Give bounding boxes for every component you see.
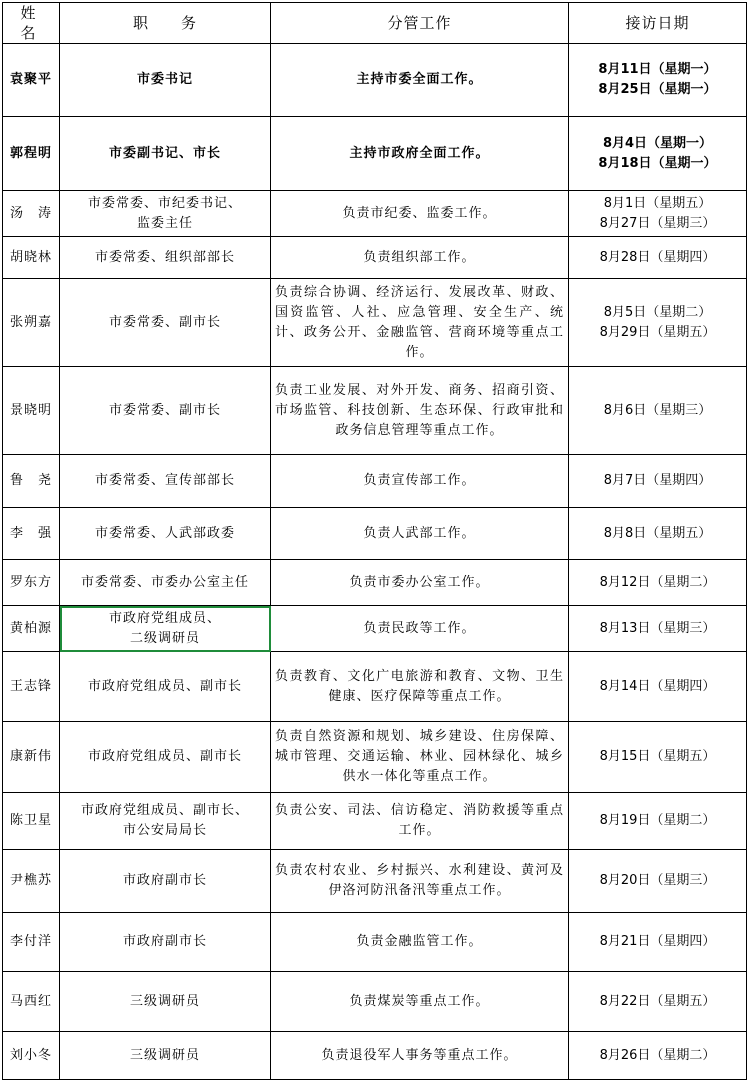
cell-name[interactable]: 黄柏源 <box>3 606 60 652</box>
table-row <box>3 972 747 1032</box>
cell-position[interactable] <box>60 367 271 455</box>
position-line: 监委主任 <box>136 215 193 231</box>
cell-name[interactable]: 罗东方 <box>3 560 60 606</box>
cell-date[interactable] <box>569 793 747 850</box>
cell-name[interactable]: 李付洋 <box>3 913 60 972</box>
table-row <box>3 279 747 367</box>
position-line: 市委常委、市委办公室主任 <box>80 574 249 590</box>
date-line: 8月21日（星期四） <box>599 934 716 949</box>
date-line: 8月15日（星期五） <box>599 749 716 764</box>
cell-date[interactable] <box>569 913 747 972</box>
position-line: 市委常委、副市长 <box>108 402 221 418</box>
cell-name[interactable]: 胡晓林 <box>3 237 60 279</box>
cell-position[interactable] <box>60 652 271 722</box>
table-row <box>3 793 747 850</box>
cell-position[interactable] <box>60 972 271 1032</box>
table-row <box>3 560 747 606</box>
table-row <box>3 367 747 455</box>
cell-duties[interactable]: 负责宣传部工作。 <box>271 455 569 508</box>
cell-duties[interactable]: 负责市委办公室工作。 <box>271 560 569 606</box>
cell-date[interactable] <box>569 455 747 508</box>
position-line: 市委常委、宣传部部长 <box>94 473 235 488</box>
position-line: 市政府副市长 <box>122 873 207 888</box>
cell-name[interactable]: 刘小冬 <box>3 1032 60 1080</box>
cell-date[interactable] <box>569 972 747 1032</box>
cell-date[interactable] <box>569 279 747 367</box>
date-line: 8月29日（星期五） <box>599 324 716 340</box>
cell-date[interactable] <box>569 508 747 560</box>
position-line: 市委书记 <box>136 72 193 87</box>
cell-duties[interactable]: 负责组织部工作。 <box>271 237 569 279</box>
cell-position[interactable] <box>60 606 271 652</box>
position-line: 市委常委、副市长 <box>108 314 221 330</box>
cell-name[interactable]: 陈卫星 <box>3 793 60 850</box>
date-line: 8月28日（星期四） <box>599 249 716 265</box>
cell-name[interactable]: 景晓明 <box>3 367 60 455</box>
header-duties[interactable]: 分管工作 <box>271 3 569 44</box>
date-line: 8月5日（星期二） <box>603 304 712 320</box>
cell-date[interactable] <box>569 722 747 793</box>
cell-duties[interactable]: 负责民政等工作。 <box>271 606 569 652</box>
cell-name[interactable]: 汤 涛 <box>3 191 60 237</box>
cell-duties[interactable]: 负责工业发展、对外开发、商务、招商引资、市场监管、科技创新、生态环保、行政审批和政务信息管理等重点工作。 <box>271 367 569 455</box>
position-line: 市政府党组成员、 <box>108 610 221 626</box>
date-line: 8月8日（星期五） <box>603 525 712 541</box>
table-row <box>3 606 747 652</box>
cell-duties[interactable]: 主持市委全面工作。 <box>271 44 569 117</box>
date-line: 8月6日（星期三） <box>603 402 712 418</box>
cell-name[interactable]: 鲁 尧 <box>3 455 60 508</box>
date-line: 8月20日（星期三） <box>599 873 716 888</box>
cell-position[interactable] <box>60 793 271 850</box>
date-line: 8月18日（星期一） <box>598 155 717 171</box>
cell-date[interactable] <box>569 560 747 606</box>
date-line: 8月4日（星期一） <box>602 135 713 151</box>
date-line: 8月12日（星期二） <box>599 574 716 590</box>
table-row <box>3 237 747 279</box>
position-line: 市委常委、人武部政委 <box>94 525 235 541</box>
date-line: 8月27日（星期三） <box>599 215 716 231</box>
cell-position[interactable] <box>60 722 271 793</box>
cell-name[interactable]: 尹樵苏 <box>3 850 60 913</box>
cell-date[interactable] <box>569 237 747 279</box>
date-line: 8月11日（星期一） <box>598 62 717 77</box>
cell-date[interactable] <box>569 1032 747 1080</box>
cell-date[interactable] <box>569 117 747 191</box>
cell-duties[interactable]: 负责公安、司法、信访稳定、消防救援等重点工作。 <box>271 793 569 850</box>
date-line: 8月22日（星期五） <box>599 993 716 1009</box>
cell-name[interactable]: 李 强 <box>3 508 60 560</box>
cell-position[interactable] <box>60 560 271 606</box>
cell-position[interactable] <box>60 117 271 191</box>
cell-date[interactable] <box>569 850 747 913</box>
table-row <box>3 850 747 913</box>
header-date[interactable]: 接访日期 <box>569 3 747 44</box>
table-row <box>3 455 747 508</box>
cell-date[interactable] <box>569 44 747 117</box>
cell-duties[interactable]: 负责人武部工作。 <box>271 508 569 560</box>
cell-name[interactable]: 康新伟 <box>3 722 60 793</box>
header-name[interactable]: 姓 名 <box>3 3 60 44</box>
date-line: 8月19日（星期二） <box>599 813 716 828</box>
date-line: 8月25日（星期一） <box>598 82 717 97</box>
cell-position[interactable] <box>60 237 271 279</box>
cell-position[interactable] <box>60 850 271 913</box>
cell-position[interactable] <box>60 44 271 117</box>
cell-date[interactable] <box>569 652 747 722</box>
date-line: 8月14日（星期四） <box>599 678 716 694</box>
position-line: 市政府党组成员、副市长、 <box>80 803 249 818</box>
cell-position[interactable] <box>60 1032 271 1080</box>
table-row <box>3 722 747 793</box>
cell-name[interactable]: 张朔嘉 <box>3 279 60 367</box>
date-line: 8月13日（星期三） <box>599 620 716 636</box>
cell-position[interactable] <box>60 508 271 560</box>
cell-duties[interactable]: 主持市政府全面工作。 <box>271 117 569 191</box>
cell-duties[interactable]: 负责市纪委、监委工作。 <box>271 191 569 237</box>
position-line: 市公安局局长 <box>122 823 207 838</box>
table-row <box>3 652 747 722</box>
cell-name[interactable]: 郭程明 <box>3 117 60 191</box>
cell-position[interactable] <box>60 279 271 367</box>
cell-name[interactable]: 袁聚平 <box>3 44 60 117</box>
position-line: 市委常委、组织部部长 <box>94 249 235 265</box>
header-position[interactable]: 职 务 <box>60 3 271 44</box>
cell-duties[interactable]: 负责退役军人事务等重点工作。 <box>271 1032 569 1080</box>
position-line: 三级调研员 <box>129 1047 200 1063</box>
position-line: 三级调研员 <box>129 993 200 1009</box>
cell-date[interactable] <box>569 367 747 455</box>
date-line: 8月1日（星期五） <box>603 195 712 211</box>
cell-position[interactable] <box>60 455 271 508</box>
position-line: 市委常委、市纪委书记、 <box>87 195 242 211</box>
header-row <box>3 3 747 44</box>
cell-duties[interactable]: 负责农村农业、乡村振兴、水利建设、黄河及伊洛河防汛备汛等重点工作。 <box>271 850 569 913</box>
visit-schedule-table <box>2 2 747 1080</box>
cell-position[interactable] <box>60 913 271 972</box>
position-line: 市政府党组成员、副市长 <box>87 749 242 764</box>
cell-date[interactable] <box>569 191 747 237</box>
date-line: 8月26日（星期二） <box>599 1047 716 1063</box>
cell-duties[interactable]: 负责金融监管工作。 <box>271 913 569 972</box>
cell-duties[interactable]: 负责自然资源和规划、城乡建设、住房保障、城市管理、交通运输、林业、园林绿化、城乡供水一体化等重点工作。 <box>271 722 569 793</box>
position-line: 市委副书记、市长 <box>108 145 221 161</box>
position-line: 市政府党组成员、副市长 <box>87 678 242 694</box>
cell-duties[interactable]: 负责综合协调、经济运行、发展改革、财政、国资监管、人社、应急管理、安全生产、统计、政务公开、金融监管、营商环境等重点工作。 <box>271 279 569 367</box>
cell-name[interactable]: 王志锋 <box>3 652 60 722</box>
cell-date[interactable] <box>569 606 747 652</box>
table-row <box>3 44 747 117</box>
table-row <box>3 1032 747 1080</box>
table-row <box>3 117 747 191</box>
table-row <box>3 913 747 972</box>
cell-position[interactable] <box>60 191 271 237</box>
position-line: 市政府副市长 <box>122 934 207 949</box>
table-row <box>3 508 747 560</box>
cell-duties[interactable]: 负责煤炭等重点工作。 <box>271 972 569 1032</box>
cell-duties[interactable]: 负责教育、文化广电旅游和教育、文物、卫生健康、医疗保障等重点工作。 <box>271 652 569 722</box>
position-line: 二级调研员 <box>129 630 200 646</box>
cell-name[interactable]: 马西红 <box>3 972 60 1032</box>
date-line: 8月7日（星期四） <box>603 473 712 488</box>
table-row <box>3 191 747 237</box>
